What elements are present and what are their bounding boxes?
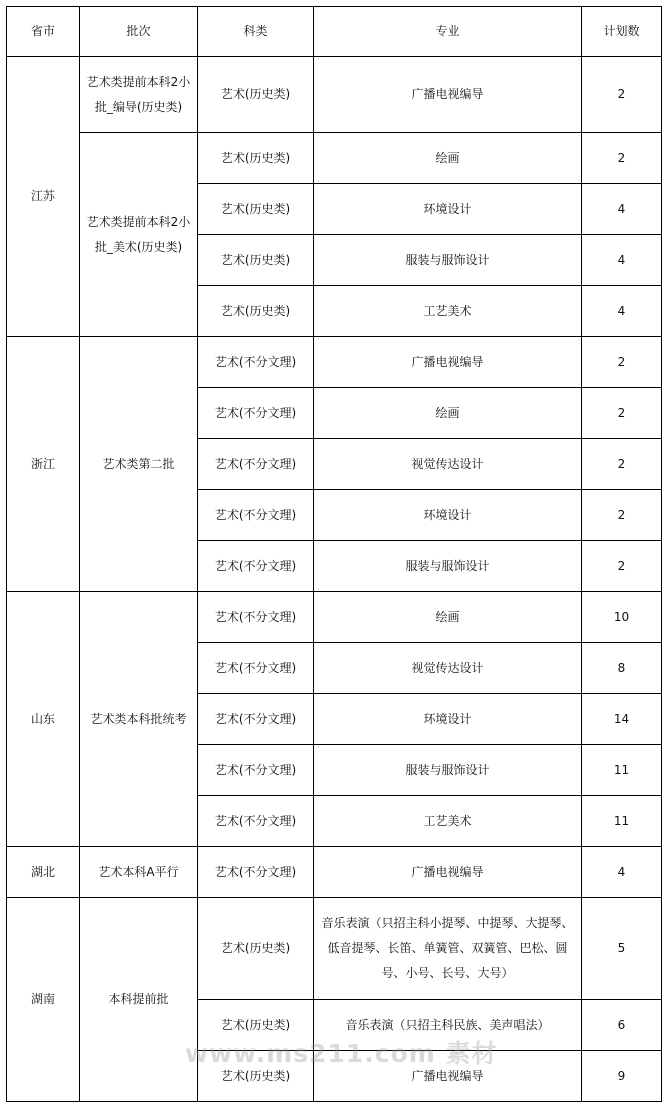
header-category: 科类: [198, 7, 314, 57]
plan-count-cell: 8: [582, 643, 662, 694]
major-cell: 服装与服饰设计: [314, 235, 582, 286]
category-cell: 艺术(历史类): [198, 235, 314, 286]
table-row: [7, 847, 662, 898]
watermark-text: www.ms211.com 素材: [185, 1039, 498, 1068]
province-cell: 浙江: [7, 337, 80, 592]
plan-count-cell: 14: [582, 694, 662, 745]
category-cell: 艺术(不分文理): [198, 592, 314, 643]
category-cell: 艺术(历史类): [198, 184, 314, 235]
enrollment-plan-table: [6, 6, 662, 1102]
plan-count-cell: 2: [582, 133, 662, 184]
table-row: [7, 133, 662, 184]
category-cell: 艺术(不分文理): [198, 388, 314, 439]
category-cell: 艺术(不分文理): [198, 847, 314, 898]
plan-count-cell: 2: [582, 490, 662, 541]
category-cell: 艺术(不分文理): [198, 439, 314, 490]
header-plan-count: 计划数: [582, 7, 662, 57]
major-cell: 环境设计: [314, 490, 582, 541]
province-cell: 湖南: [7, 898, 80, 1102]
category-cell: 艺术(不分文理): [198, 796, 314, 847]
plan-count-cell: 9: [582, 1051, 662, 1102]
category-cell: 艺术(不分文理): [198, 541, 314, 592]
header-major: 专业: [314, 7, 582, 57]
plan-count-cell: 2: [582, 439, 662, 490]
table-row: [7, 898, 662, 1000]
plan-count-cell: 2: [582, 337, 662, 388]
major-cell: 广播电视编导: [314, 337, 582, 388]
category-cell: 艺术(历史类): [198, 57, 314, 133]
batch-cell: 艺术类本科批统考: [80, 592, 198, 847]
plan-count-cell: 4: [582, 847, 662, 898]
table-body: [7, 57, 662, 1102]
category-cell: 艺术(历史类): [198, 898, 314, 1000]
plan-count-cell: 4: [582, 235, 662, 286]
plan-count-cell: 2: [582, 388, 662, 439]
table-row: [7, 337, 662, 388]
major-cell: 环境设计: [314, 694, 582, 745]
category-cell: 艺术(不分文理): [198, 643, 314, 694]
major-cell: 音乐表演（只招主科小提琴、中提琴、大提琴、低音提琴、长笛、单簧管、双簧管、巴松、圆号、小号、长号、大号）: [314, 898, 582, 1000]
major-cell: 视觉传达设计: [314, 643, 582, 694]
major-cell: 工艺美术: [314, 796, 582, 847]
category-cell: 艺术(历史类): [198, 133, 314, 184]
plan-count-cell: 4: [582, 184, 662, 235]
major-cell: 广播电视编导: [314, 847, 582, 898]
major-cell: 广播电视编导: [314, 57, 582, 133]
header-batch: 批次: [80, 7, 198, 57]
plan-count-cell: 2: [582, 541, 662, 592]
category-cell: 艺术(历史类): [198, 1000, 314, 1051]
major-cell: 绘画: [314, 592, 582, 643]
plan-count-cell: 6: [582, 1000, 662, 1051]
category-cell: 艺术(不分文理): [198, 490, 314, 541]
plan-count-cell: 11: [582, 796, 662, 847]
province-cell: 湖北: [7, 847, 80, 898]
category-cell: 艺术(不分文理): [198, 694, 314, 745]
table-row: [7, 57, 662, 133]
major-cell: 工艺美术: [314, 286, 582, 337]
major-cell: 绘画: [314, 133, 582, 184]
province-cell: 江苏: [7, 57, 80, 337]
major-cell: 环境设计: [314, 184, 582, 235]
major-cell: 绘画: [314, 388, 582, 439]
batch-cell: 本科提前批: [80, 898, 198, 1102]
plan-count-cell: 4: [582, 286, 662, 337]
plan-count-cell: 2: [582, 57, 662, 133]
batch-cell: 艺术类第二批: [80, 337, 198, 592]
category-cell: 艺术(不分文理): [198, 337, 314, 388]
table-header-row: [7, 7, 662, 57]
table-row: [7, 592, 662, 643]
major-cell: 服装与服饰设计: [314, 745, 582, 796]
batch-cell: 艺术类提前本科2小批_美术(历史类): [80, 133, 198, 337]
category-cell: 艺术(历史类): [198, 1051, 314, 1102]
category-cell: 艺术(不分文理): [198, 745, 314, 796]
major-cell: 广播电视编导: [314, 1051, 582, 1102]
plan-count-cell: 5: [582, 898, 662, 1000]
plan-count-cell: 10: [582, 592, 662, 643]
major-cell: 视觉传达设计: [314, 439, 582, 490]
batch-cell: 艺术类提前本科2小批_编导(历史类): [80, 57, 198, 133]
header-province: 省市: [7, 7, 80, 57]
category-cell: 艺术(历史类): [198, 286, 314, 337]
major-cell: 服装与服饰设计: [314, 541, 582, 592]
major-cell: 音乐表演（只招主科民族、美声唱法）: [314, 1000, 582, 1051]
province-cell: 山东: [7, 592, 80, 847]
plan-count-cell: 11: [582, 745, 662, 796]
batch-cell: 艺术本科A平行: [80, 847, 198, 898]
